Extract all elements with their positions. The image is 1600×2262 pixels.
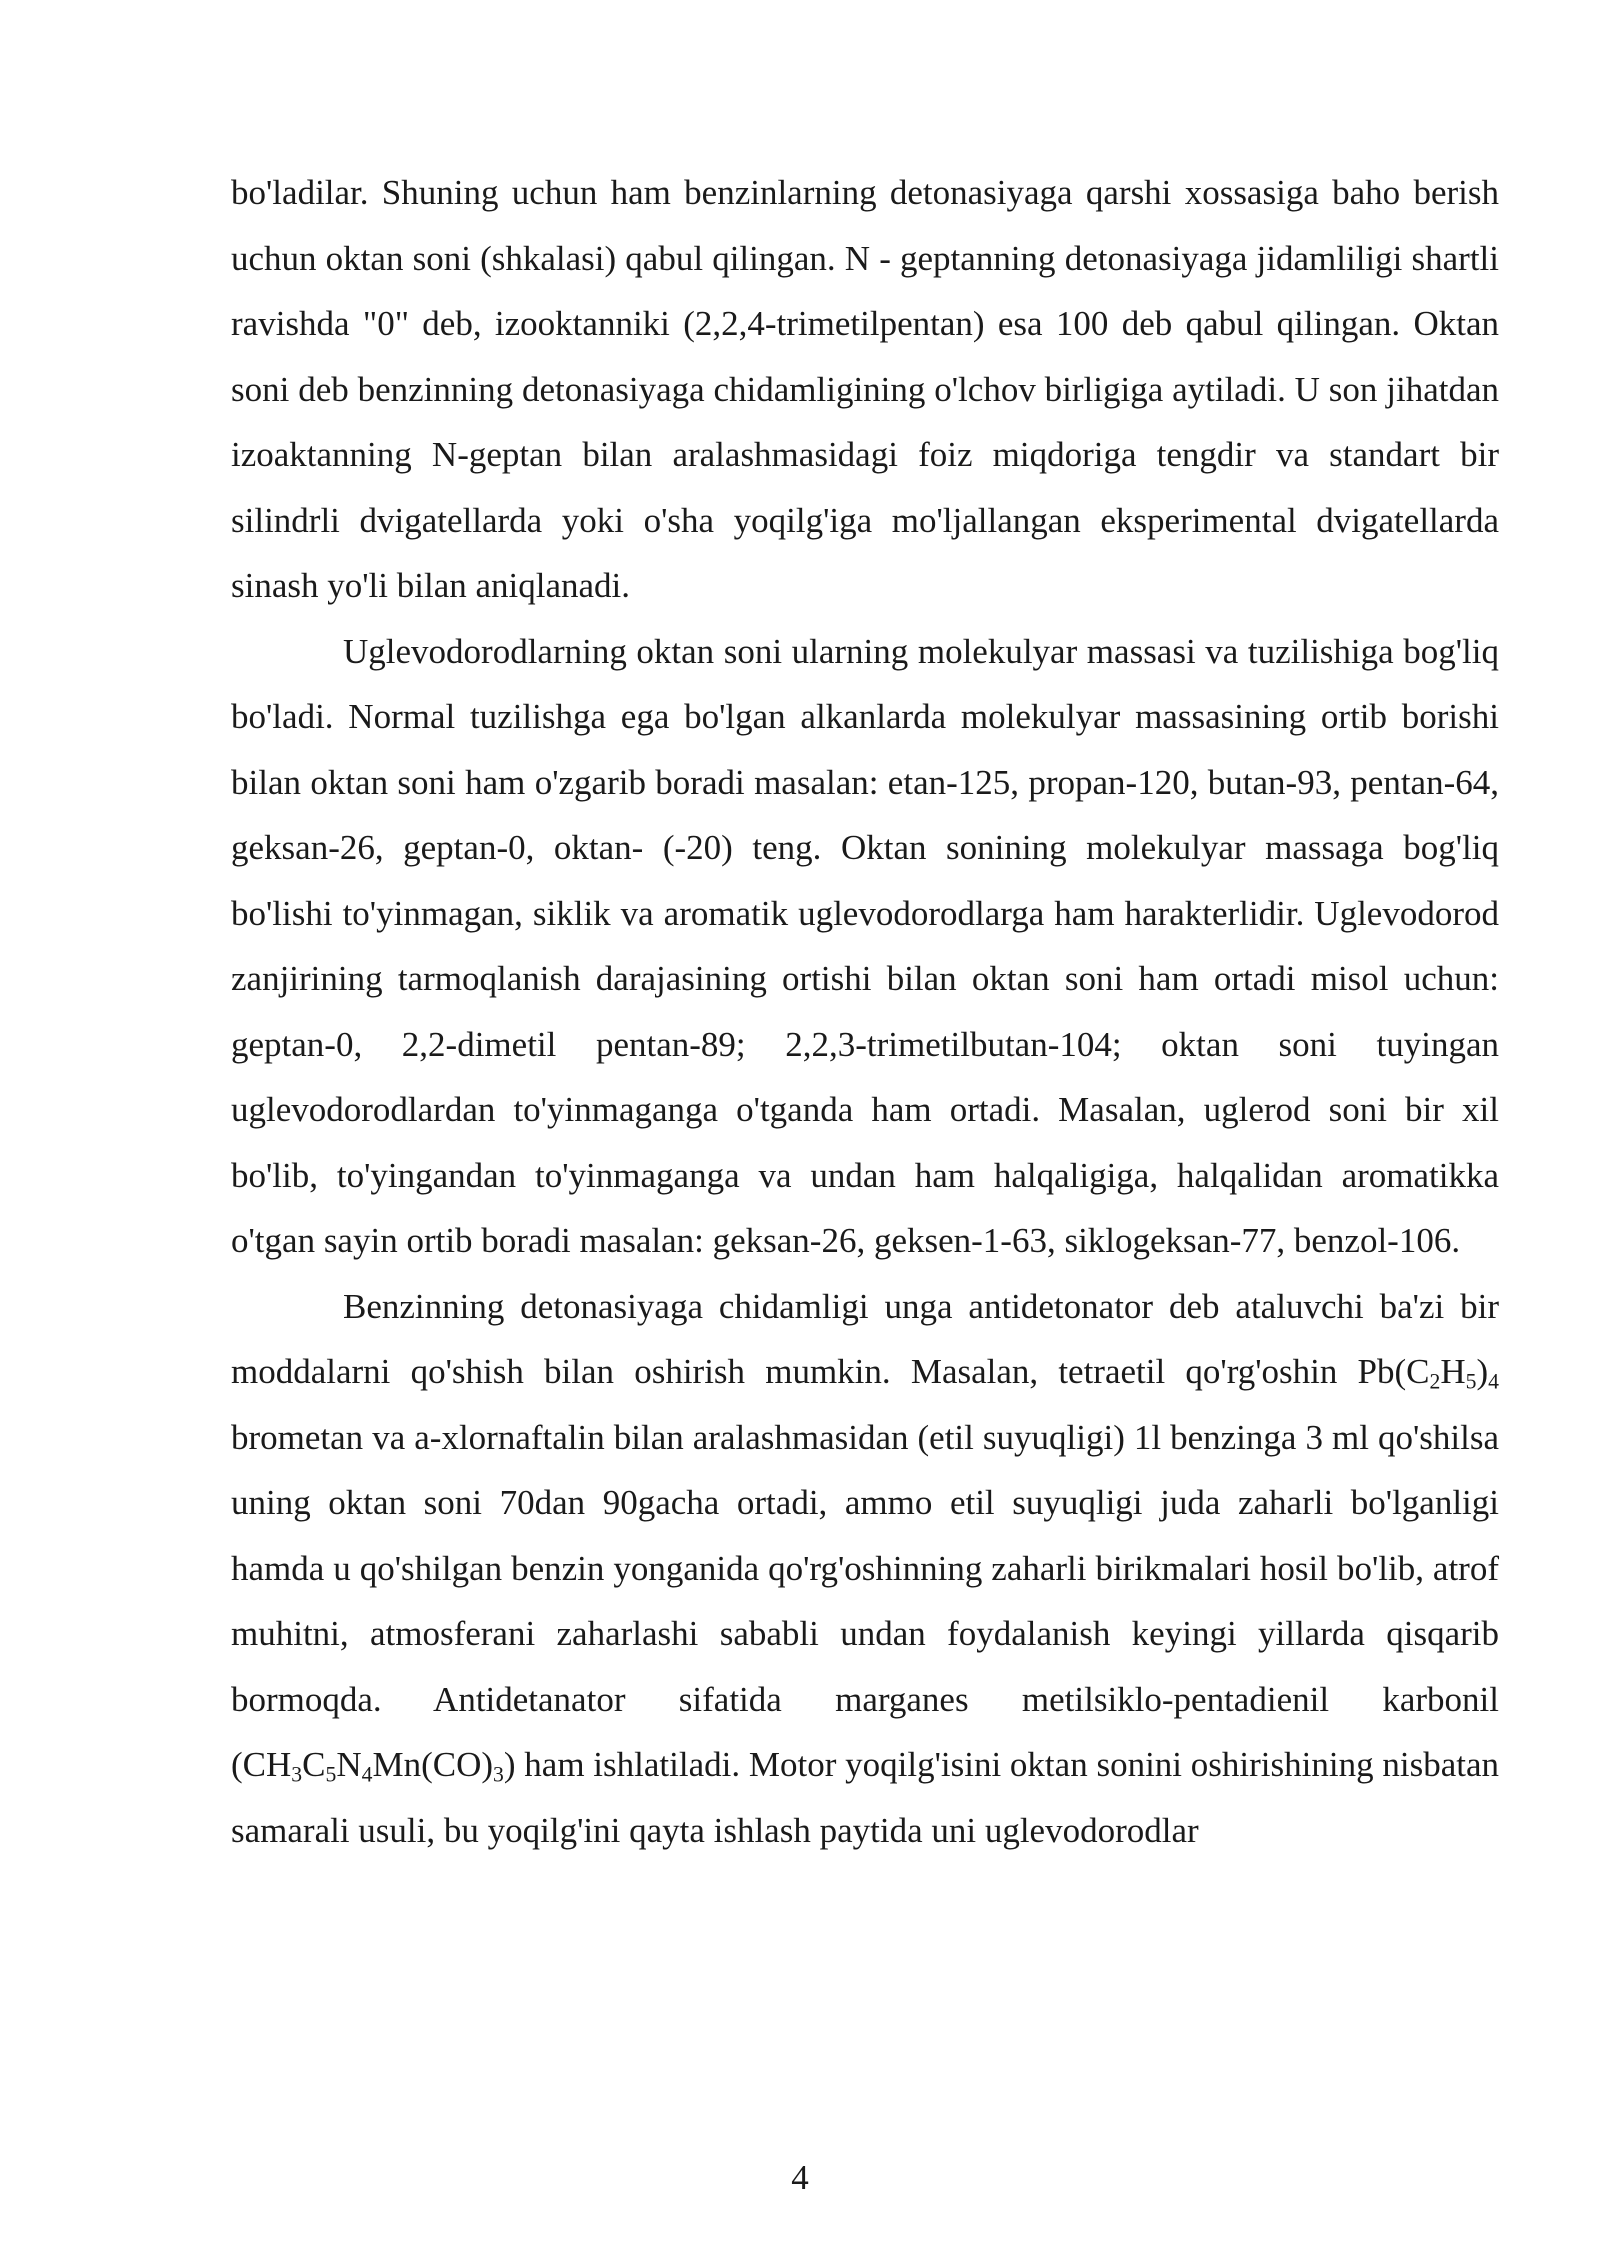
paragraph	[231, 160, 1499, 619]
paragraph	[231, 619, 1499, 1274]
subscript: 4	[1488, 1369, 1499, 1394]
text-run: ) ham ishlatiladi. Motor yoqilg'isini oktan sonini oshirishining nisbatan samarali usuli, bu yoqilg'ini qayta ishlash paytida uni uglevodorodlar	[231, 1745, 1499, 1850]
subscript: 5	[325, 1762, 337, 1787]
text-run: Benzinning detonasiyaga chidamligi unga antidetonator deb ataluvchi ba'zi bir moddalarni qo'shish bilan oshirish mumkin. Masalan, tetraetil qo'rg'oshin Pb(C	[231, 1286, 1499, 1391]
text-run: )	[1476, 1352, 1489, 1391]
text-run: H	[1440, 1352, 1466, 1391]
paragraph	[231, 1274, 1499, 1864]
subscript: 3	[291, 1762, 303, 1787]
text-run: Uglevodorodlarning oktan soni ularning molekulyar massasi va tuzilishiga bog'liq bo'ladi. Normal tuzilishga ega bo'lgan alkanlarda molekulyar massasining ortib borishi bilan oktan soni ham o'zgarib boradi masalan: etan-125, propan-120, butan-93, pentan-64, geksan-26, geptan-0, oktan- (-20) teng. Oktan sonining molekulyar massaga bog'liq bo'lishi to'yinmagan, siklik va aromatik uglevodorodlarga ham harakterlidir. Uglevodorod zanjirining tarmoqlanish darajasining ortishi bilan oktan soni ham ortadi misol uchun: geptan-0, 2,2-dimetil pentan-89; 2,2,3-trimetilbutan-104; oktan soni tuyingan uglevodorodlardan to'yinmaganga o'tganda ham ortadi. Masalan, uglerod soni bir xil bo'lib, to'yingandan to'yinmaganga va undan ham halqaligiga, halqalidan aromatikka o'tgan sayin ortib boradi masalan: geksan-26, geksen-1-63, siklogeksan-77, benzol-106.	[231, 631, 1499, 1260]
text-run: Mn(CO)	[372, 1745, 494, 1784]
text-run: brometan va a-xlornaftalin bilan aralashmasidan (etil suyuqligi) 1l benzinga 3 ml qo'shilsa uning oktan soni 70dan 90gacha ortadi, ammo etil suyuqligi juda zaharli bo'lganligi hamda u qo'shilgan benzin yonganida qo'rg'oshinning zaharli birikmalari hosil bo'lib, atrof muhitni, atmosferani zaharlashi sababli undan foydalanish keyingi yillarda qisqarib bormoqda. Antidetanator sifatida marganes metilsiklo-pentadienil karbonil (CH	[231, 1417, 1499, 1784]
subscript: 3	[493, 1762, 504, 1787]
page-number: 4	[791, 2158, 809, 2197]
body-text	[231, 160, 1499, 1863]
subscript: 5	[1465, 1369, 1477, 1394]
subscript: 2	[1429, 1369, 1441, 1394]
text-run: bo'ladilar. Shuning uchun ham benzinlarning detonasiyaga qarshi xossasiga baho berish uchun oktan soni (shkalasi) qabul qilingan. N - geptanning detonasiyaga jidamliligi shartli ravishda "0" deb, izooktanniki (2,2,4-trimetilpentan) esa 100 deb qabul qilingan. Oktan soni deb benzinning detonasiyaga chidamligining o'lchov birligiga aytiladi. U son jihatdan izoaktanning N-geptan bilan aralashmasidagi foiz miqdoriga tengdir va standart bir silindrli dvigatellarda yoki o'sha yoqilg'iga mo'ljallangan eksperimental dvigatellarda sinash yo'li bilan aniqlanadi.	[231, 173, 1499, 605]
text-run: C	[302, 1745, 326, 1784]
text-run: N	[336, 1745, 362, 1784]
subscript: 4	[361, 1762, 373, 1787]
